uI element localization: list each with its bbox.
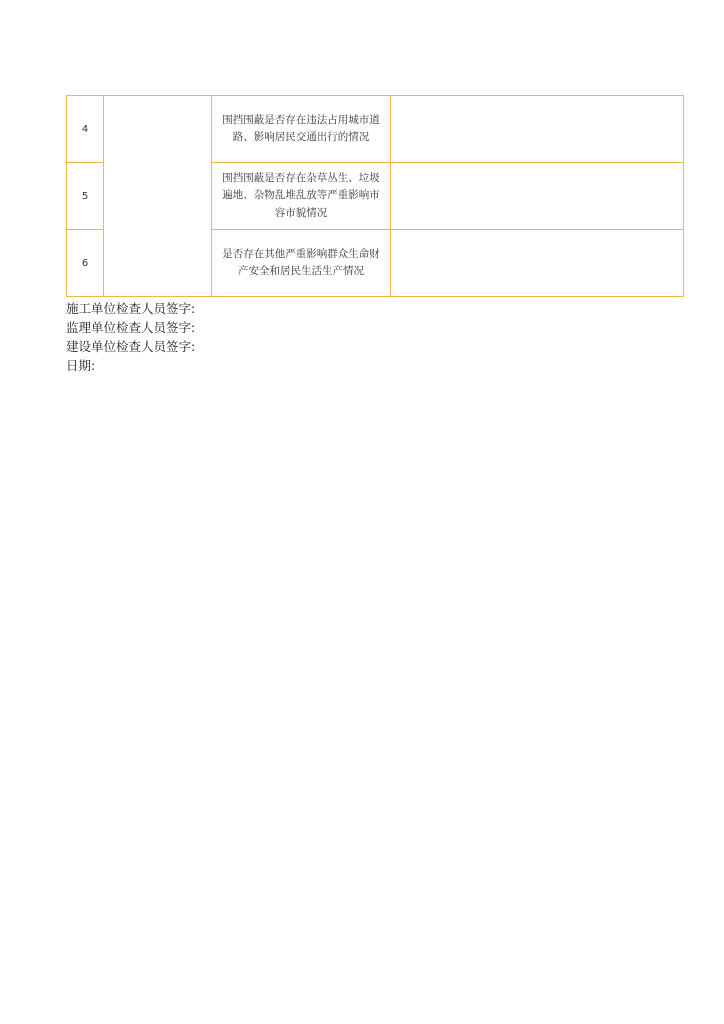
inspection-table [66,95,684,297]
signature-section [66,299,195,375]
check-item: 是否存在其他严重影响群众生命财产安全和居民生活生产情况 [212,230,391,297]
date-label: 日期: [66,358,96,373]
check-result [391,230,684,297]
row-number: 6 [67,230,104,297]
row-number: 5 [67,163,104,230]
owner-inspector-signature-label: 建设单位检查人员签字: [66,339,196,354]
construction-inspector-signature-label: 施工单位检查人员签字: [66,301,196,316]
check-result [391,96,684,163]
table-row [67,96,684,163]
row-number: 4 [67,96,104,163]
merged-category-cell [104,96,212,297]
check-item: 围挡围蔽是否存在违法占用城市道路、影响居民交通出行的情况 [212,96,391,163]
check-result [391,163,684,230]
check-item: 围挡围蔽是否存在杂草丛生、垃圾遍地、杂物乱堆乱放等严重影响市容市貌情况 [212,163,391,230]
supervision-inspector-signature-label: 监理单位检查人员签字: [66,320,196,335]
